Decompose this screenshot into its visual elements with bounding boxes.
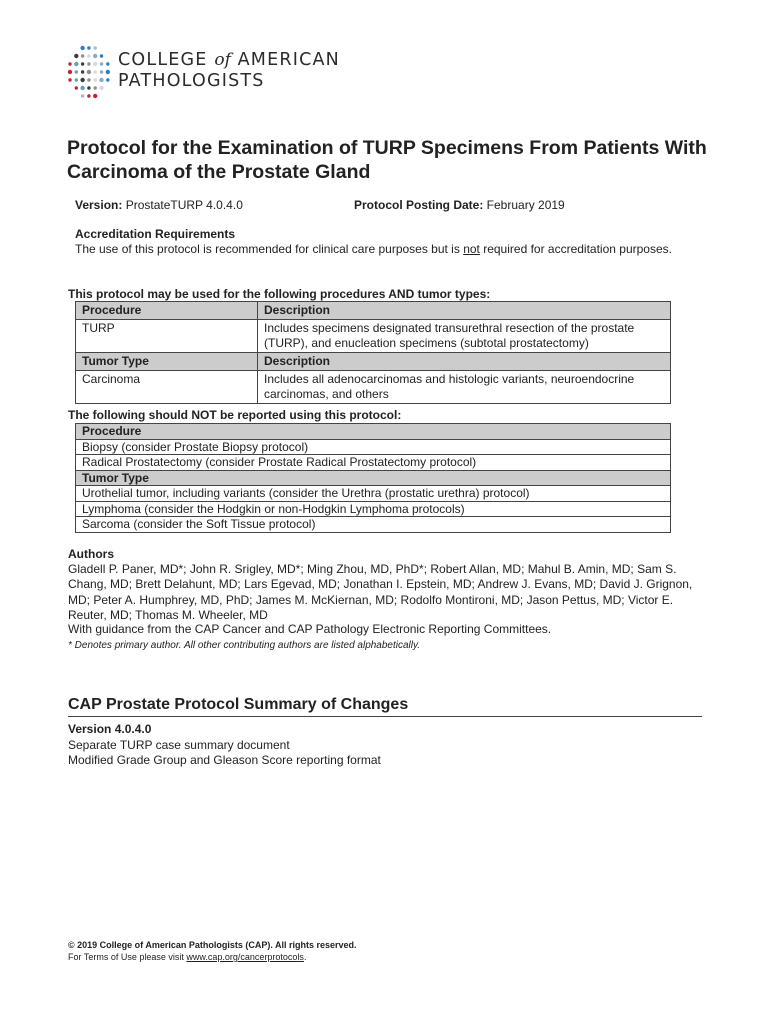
- table-cell: Includes all adenocarcinomas and histologic variants, neuroendocrine carcinomas, and others: [258, 371, 671, 404]
- logo-dot: [68, 78, 71, 81]
- summary-version: Version 4.0.4.0: [68, 722, 152, 736]
- table-row: [76, 486, 671, 502]
- not-reported-table: [75, 423, 671, 533]
- logo-dot: [68, 62, 71, 65]
- logo-word-of: of: [214, 50, 231, 70]
- version-line: [75, 198, 243, 212]
- logo-dot: [68, 70, 72, 74]
- cap-logo: [66, 44, 340, 102]
- logo-dot: [75, 70, 78, 73]
- logo-dot: [93, 54, 97, 58]
- accreditation-text-b: required for accreditation purposes.: [479, 242, 672, 256]
- accreditation-text: [75, 242, 672, 256]
- logo-dot: [94, 86, 97, 89]
- logo-dot: [106, 70, 110, 74]
- logo-dot: [80, 46, 84, 50]
- logo-dot: [81, 54, 84, 57]
- table-row: [76, 320, 671, 353]
- logo-dot: [94, 46, 97, 49]
- table-row: [76, 455, 671, 471]
- header-cell: Description: [258, 353, 671, 371]
- footer-copyright: © 2019 College of American Pathologists (CAP). All rights reserved.: [68, 940, 357, 950]
- footer-terms-text: For Terms of Use please visit: [68, 952, 187, 962]
- footer-terms-link[interactable]: www.cap.org/cancerprotocols: [186, 952, 304, 962]
- header-cell: Tumor Type: [76, 353, 258, 371]
- table-cell: Radical Prostatectomy (consider Prostate Radical Prostatectomy protocol): [76, 455, 671, 471]
- footer-terms: [68, 952, 306, 962]
- logo-dot: [87, 94, 90, 97]
- logo-dot: [81, 94, 84, 97]
- logo-dot: [74, 62, 78, 66]
- table-cell: Lymphoma (consider the Hodgkin or non-Hodgkin Lymphoma protocols): [76, 501, 671, 517]
- table-cell: Urothelial tumor, including variants (consider the Urethra (prostatic urethra) protocol): [76, 486, 671, 502]
- logo-dot: [81, 70, 84, 73]
- logo-word-college: COLLEGE: [118, 50, 215, 70]
- summary-divider: [68, 716, 702, 717]
- logo-dot: [80, 78, 84, 82]
- logo-dot: [80, 86, 84, 90]
- accreditation-heading: Accreditation Requirements: [75, 227, 236, 241]
- logo-dot: [74, 54, 78, 58]
- table-header-row: [76, 353, 671, 371]
- table-cell: TURP: [76, 320, 258, 353]
- summary-change-item: Modified Grade Group and Gleason Score reporting format: [68, 753, 381, 767]
- logo-dot: [75, 78, 78, 81]
- logo-dot: [87, 70, 91, 74]
- logo-dot: [100, 62, 103, 65]
- posting-date-line: [354, 198, 565, 212]
- document-title: Protocol for the Examination of TURP Specimens From Patients With Carcinoma of the Prostate Gland: [67, 137, 707, 183]
- procedures-table: [75, 301, 671, 404]
- logo-dot: [100, 70, 103, 73]
- table-cell: Carcinoma: [76, 371, 258, 404]
- logo-dot: [99, 86, 103, 90]
- logo-dot: [93, 94, 97, 98]
- authors-note: * Denotes primary author. All other contributing authors are listed alphabetically.: [68, 640, 421, 651]
- accreditation-not: not: [463, 242, 480, 256]
- table-cell: Includes specimens designated transurethral resection of the prostate (TURP), and enucleation specimens (subtotal prostatectomy): [258, 320, 671, 353]
- accreditation-text-a: The use of this protocol is recommended for clinical care purposes but is: [75, 242, 464, 256]
- table-cell: Biopsy (consider Prostate Biopsy protocol): [76, 439, 671, 455]
- logo-dot: [93, 62, 97, 66]
- summary-heading: CAP Prostate Protocol Summary of Changes: [68, 696, 409, 713]
- cap-logo-text: [118, 50, 340, 92]
- procedures-intro: This protocol may be used for the following procedures AND tumor types:: [68, 287, 491, 301]
- table-header-row: [76, 302, 671, 320]
- authors-list: Gladell P. Paner, MD*; John R. Srigley, MD*; Ming Zhou, MD, PhD*; Robert Allan, MD; Mahul B. Amin, MD; Sam S. Chang, MD; Brett Delahunt, MD; Lars Egevad, MD; Jonathan I. Epstein, MD; Andrew J. Evans, MD; David J. Grignon, MD; Peter A. Humphrey, MD, PhD; James M. McKiernan, MD; Rodolfo Montironi, MD; Jason Pettus, MD; Victor E. Reuter, MD; Thomas M. Wheeler, MD: [68, 562, 693, 622]
- table-row: [76, 439, 671, 455]
- header-cell: Procedure: [76, 424, 671, 440]
- logo-dot: [75, 86, 78, 89]
- logo-dot: [81, 62, 84, 65]
- header-cell: Description: [258, 302, 671, 320]
- version-value: ProstateTURP 4.0.4.0: [122, 198, 243, 212]
- logo-dot: [87, 86, 90, 89]
- not-reported-intro: The following should NOT be reported using this protocol:: [68, 408, 402, 422]
- header-cell: Tumor Type: [76, 470, 671, 486]
- table-row: [76, 371, 671, 404]
- table-row: [76, 517, 671, 533]
- logo-dot: [94, 70, 97, 73]
- posting-date-label: Protocol Posting Date:: [354, 198, 484, 212]
- logo-word-american: AMERICAN: [230, 50, 340, 70]
- table-header-row: [76, 424, 671, 440]
- table-header-row: [76, 470, 671, 486]
- table-row: [76, 501, 671, 517]
- logo-dot: [100, 54, 103, 57]
- version-label: Version:: [75, 198, 123, 212]
- logo-dot: [94, 78, 97, 81]
- footer-terms-end: .: [303, 952, 307, 962]
- logo-dot: [87, 46, 90, 49]
- logo-dot: [106, 62, 109, 65]
- authors-guidance: With guidance from the CAP Cancer and CAP Pathology Electronic Reporting Committees.: [68, 622, 552, 636]
- logo-dot: [87, 62, 90, 65]
- authors-heading: Authors: [68, 547, 114, 561]
- logo-dot: [87, 78, 90, 81]
- cap-logo-dots-icon: [66, 44, 112, 102]
- posting-date-value: February 2019: [483, 198, 565, 212]
- header-cell: Procedure: [76, 302, 258, 320]
- table-cell: Sarcoma (consider the Soft Tissue protocol): [76, 517, 671, 533]
- logo-word-pathologists: PATHOLOGISTS: [118, 71, 265, 91]
- logo-dot: [87, 54, 90, 57]
- logo-dot: [99, 78, 103, 82]
- logo-dot: [106, 78, 109, 81]
- summary-change-item: Separate TURP case summary document: [68, 738, 290, 752]
